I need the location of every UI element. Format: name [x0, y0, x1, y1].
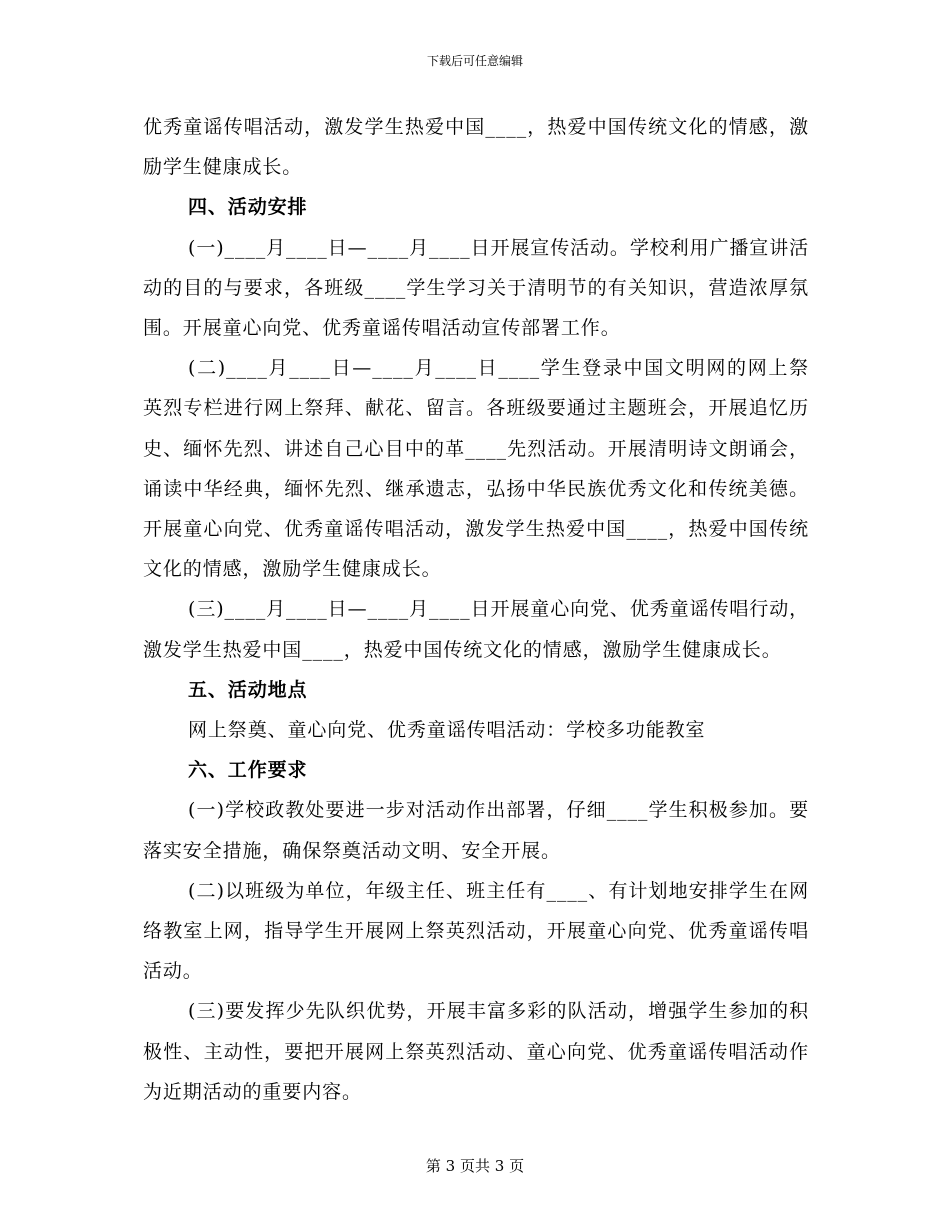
paragraph-requirement-3: (三)要发挥少先队织优势，开展丰富多彩的队活动，增强学生参加的积极性、主动性，要把开展网上祭英烈活动、童心向党、优秀童谣传唱活动作为近期活动的重要内容。	[143, 1000, 809, 1103]
paragraph-requirement-1: (一)学校政教处要进一步对活动作出部署，仔细____学生积极参加。要落实安全措施，确保祭奠活动文明、安全开展。	[143, 799, 809, 862]
paragraph-arrangement-1: (一)____月____日—____月____日开展宣传活动。学校利用广播宣讲活动的目的与要求，各班级____学生学习关于清明节的有关知识，营造浓厚氛围。开展童心向党、优秀童谣传唱活动宣传部署工作。	[143, 236, 809, 340]
section-heading-activity-location: 五、活动地点	[188, 678, 308, 701]
paragraph-arrangement-3: (三)____月____日—____月____日开展童心向党、优秀童谣传唱行动，激发学生热爱中国____，热爱中国传统文化的情感，激励学生健康成长。	[143, 598, 809, 661]
paragraph-continuation: 优秀童谣传唱活动，激发学生热爱中国____，热爱中国传统文化的情感，激励学生健康成长。	[143, 116, 809, 179]
paragraph-requirement-2: (二)以班级为单位，年级主任、班主任有____、有计划地安排学生在网络教室上网，指导学生开展网上祭英烈活动，开展童心向党、优秀童谣传唱活动。	[143, 879, 809, 983]
section-heading-activity-arrangement: 四、活动安排	[188, 196, 308, 219]
section-heading-work-requirements: 六、工作要求	[188, 759, 308, 782]
page-header: 下载后可任意编辑	[426, 54, 523, 68]
page-number-footer: 第 3 页共 3 页	[425, 1157, 525, 1175]
paragraph-arrangement-2: (二)____月____日—____月____日____学生登录中国文明网的网上祭英烈专栏进行网上祭拜、献花、留言。各班级要通过主题班会，开展追忆历史、缅怀先烈、讲述自己心目中的革____先烈活动。开展清明诗文朗诵会，诵读中华经典，缅怀先烈、继承遗志，弘扬中华民族优秀文化和传统美德。开展童心向党、优秀童谣传唱活动，激发学生热爱中国____，热爱中国传统文化的情感，激励学生健康成长。	[143, 357, 809, 581]
paragraph-location: 网上祭奠、童心向党、优秀童谣传唱活动：学校多功能教室	[188, 719, 706, 742]
document-body	[143, 107, 809, 1112]
